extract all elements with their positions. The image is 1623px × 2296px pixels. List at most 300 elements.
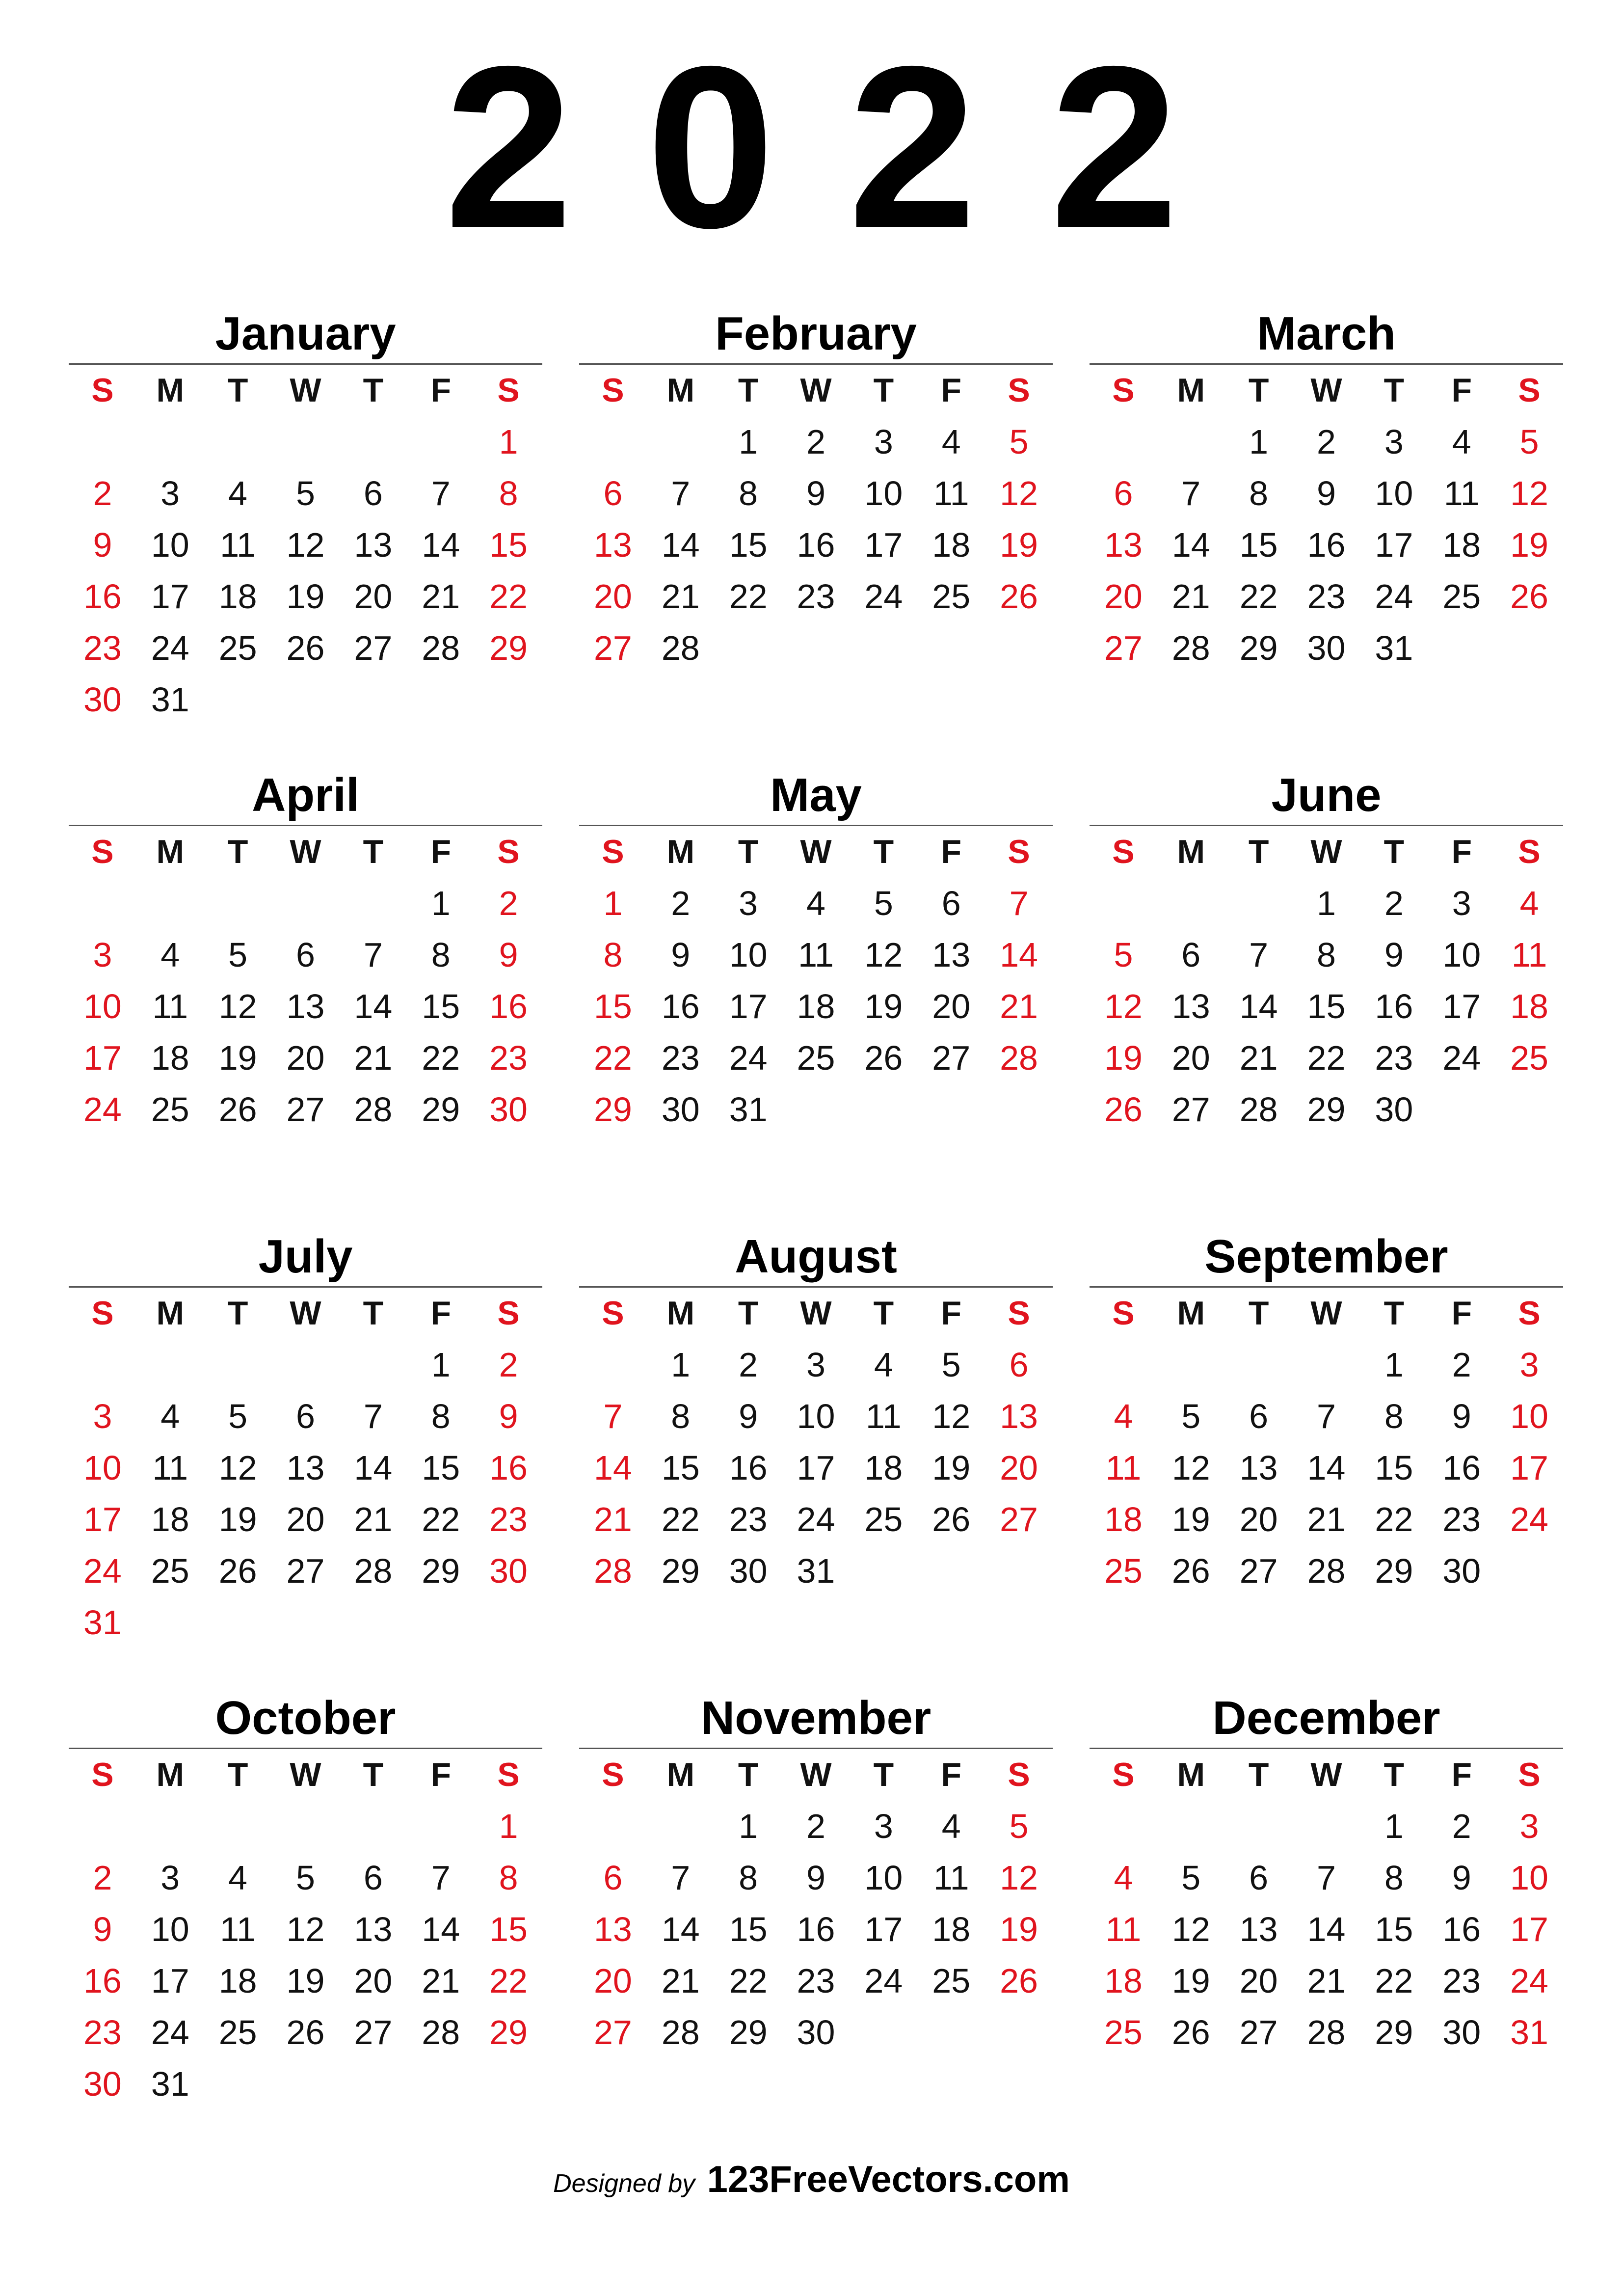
weekday-header: S [602, 372, 624, 409]
empty-cell [204, 878, 272, 929]
month-february [579, 304, 1053, 674]
day-cell: 3 [806, 1346, 825, 1384]
day-cell: 11 [1443, 474, 1480, 513]
day-grid [579, 826, 1053, 1135]
weekday-header: M [1177, 372, 1205, 409]
day-cell: 16 [489, 1449, 528, 1487]
day-cell: 23 [797, 1962, 835, 2000]
day-cell: 16 [797, 1910, 835, 1948]
day-cell: 27 [1171, 1090, 1210, 1129]
weekday-header: W [800, 372, 832, 409]
weekday-header: T [738, 833, 759, 870]
weekday-header: F [430, 1295, 451, 1332]
empty-cell [272, 878, 340, 929]
weekday-header: W [800, 1295, 832, 1332]
day-cell: 25 [218, 2013, 257, 2052]
day-cell: 25 [797, 1039, 835, 1077]
day-cell: 18 [151, 1039, 189, 1077]
day-cell: 8 [499, 474, 518, 513]
day-cell: 23 [489, 1500, 528, 1539]
day-cell: 2 [1317, 423, 1336, 461]
day-cell: 5 [296, 474, 315, 513]
day-cell: 7 [431, 1859, 451, 1897]
weekday-header: S [602, 833, 624, 870]
day-cell: 5 [228, 936, 248, 974]
day-cell: 16 [797, 526, 835, 564]
day-cell: 26 [1171, 2013, 1210, 2052]
year-title: 2022 [444, 18, 1252, 276]
day-cell: 11 [220, 526, 256, 564]
day-cell: 8 [1317, 936, 1336, 974]
day-cell: 6 [941, 884, 961, 922]
day-cell: 21 [1307, 1962, 1346, 2000]
weekday-header: S [1112, 1756, 1135, 1793]
day-cell: 2 [1452, 1807, 1471, 1845]
weekday-header: F [941, 833, 961, 870]
day-cell: 21 [1307, 1500, 1346, 1539]
empty-cell [204, 1339, 272, 1391]
day-cell: 8 [739, 1859, 758, 1897]
day-cell: 30 [661, 1090, 700, 1129]
day-cell: 26 [1510, 577, 1548, 616]
day-cell: 23 [1375, 1039, 1413, 1077]
day-cell: 3 [93, 936, 112, 974]
day-cell: 20 [1171, 1039, 1210, 1077]
day-cell: 18 [1104, 1500, 1143, 1539]
day-cell: 5 [1519, 423, 1539, 461]
empty-cell [136, 1801, 204, 1852]
weekday-header: T [1248, 833, 1269, 870]
day-cell: 1 [499, 1807, 518, 1845]
month-name: January [215, 307, 396, 360]
day-cell: 11 [1105, 1449, 1142, 1487]
day-cell: 12 [932, 1397, 971, 1435]
day-cell: 28 [354, 1552, 393, 1590]
day-cell: 23 [729, 1500, 768, 1539]
day-cell: 1 [431, 1346, 451, 1384]
weekday-header: S [1518, 1756, 1541, 1793]
day-cell: 9 [806, 474, 825, 513]
weekday-header: M [156, 833, 185, 870]
day-cell: 28 [354, 1090, 393, 1129]
day-cell: 25 [864, 1500, 903, 1539]
empty-cell [272, 416, 340, 468]
day-cell: 2 [93, 474, 112, 513]
weekday-header: W [290, 1756, 321, 1793]
day-cell: 23 [1442, 1500, 1481, 1539]
day-cell: 17 [729, 987, 768, 1026]
weekday-header: S [497, 833, 520, 870]
day-cell: 24 [864, 1962, 903, 2000]
day-cell: 8 [1384, 1397, 1404, 1435]
day-cell: 5 [1181, 1397, 1201, 1435]
day-cell: 28 [1000, 1039, 1038, 1077]
empty-cell [69, 878, 136, 929]
day-cell: 11 [220, 1910, 256, 1948]
empty-cell [339, 878, 407, 929]
day-cell: 7 [363, 1397, 383, 1435]
day-grid [579, 1749, 1053, 2058]
weekday-header: M [156, 372, 185, 409]
weekday-header: S [602, 1295, 624, 1332]
day-cell: 4 [228, 1859, 248, 1897]
day-cell: 5 [874, 884, 893, 922]
day-cell: 21 [354, 1500, 393, 1539]
weekday-header: T [1384, 1756, 1405, 1793]
day-cell: 7 [1181, 474, 1201, 513]
day-cell: 18 [218, 1962, 257, 2000]
day-cell: 13 [1239, 1910, 1278, 1948]
day-cell: 4 [160, 1397, 180, 1435]
weekday-header: T [363, 833, 384, 870]
day-cell: 10 [729, 936, 768, 974]
empty-cell [136, 416, 204, 468]
weekday-header: T [1384, 372, 1405, 409]
month-march [1090, 304, 1563, 674]
day-cell: 17 [864, 526, 903, 564]
day-cell: 16 [83, 1962, 122, 2000]
day-cell: 29 [729, 2013, 768, 2052]
weekday-header: F [430, 372, 451, 409]
day-cell: 31 [729, 1090, 768, 1129]
day-cell: 28 [661, 2013, 700, 2052]
month-november [579, 1689, 1053, 2058]
weekday-header: F [941, 372, 961, 409]
day-cell: 12 [1171, 1449, 1210, 1487]
day-cell: 6 [1249, 1859, 1269, 1897]
day-cell: 17 [1442, 987, 1481, 1026]
day-cell: 30 [83, 2065, 122, 2103]
day-cell: 11 [933, 474, 969, 513]
weekday-header: T [363, 1756, 384, 1793]
day-cell: 29 [1375, 2013, 1413, 2052]
day-cell: 3 [1452, 884, 1471, 922]
weekday-header: F [430, 1756, 451, 1793]
day-cell: 24 [83, 1090, 122, 1129]
day-cell: 1 [431, 884, 451, 922]
weekday-header: T [738, 1295, 759, 1332]
day-cell: 1 [1317, 884, 1336, 922]
day-grid [69, 365, 542, 726]
day-cell: 9 [499, 1397, 518, 1435]
day-cell: 26 [1171, 1552, 1210, 1590]
day-cell: 5 [1009, 423, 1029, 461]
weekday-header: S [1518, 1295, 1541, 1332]
day-cell: 18 [864, 1449, 903, 1487]
day-cell: 2 [671, 884, 691, 922]
day-cell: 30 [729, 1552, 768, 1590]
day-cell: 7 [671, 474, 691, 513]
day-cell: 9 [1317, 474, 1336, 513]
month-december [1090, 1689, 1563, 2058]
empty-cell [136, 878, 204, 929]
day-cell: 16 [1307, 526, 1346, 564]
day-cell: 8 [603, 936, 623, 974]
day-cell: 24 [1510, 1962, 1548, 2000]
weekday-header: T [1248, 1756, 1269, 1793]
empty-cell [69, 1801, 136, 1852]
day-cell: 14 [422, 1910, 460, 1948]
day-cell: 19 [932, 1449, 971, 1487]
empty-cell [272, 1801, 340, 1852]
day-cell: 17 [1375, 526, 1413, 564]
day-cell: 14 [1000, 936, 1038, 974]
day-cell: 13 [354, 1910, 393, 1948]
day-cell: 22 [729, 577, 768, 616]
empty-cell [579, 1801, 647, 1852]
day-cell: 11 [866, 1397, 902, 1435]
day-cell: 19 [1000, 1910, 1038, 1948]
day-cell: 16 [661, 987, 700, 1026]
empty-cell [1293, 1801, 1360, 1852]
day-cell: 1 [499, 423, 518, 461]
day-cell: 10 [151, 1910, 189, 1948]
day-cell: 25 [1104, 2013, 1143, 2052]
day-cell: 22 [489, 1962, 528, 2000]
day-cell: 22 [593, 1039, 632, 1077]
day-cell: 15 [729, 1910, 768, 1948]
empty-cell [339, 416, 407, 468]
day-cell: 8 [431, 936, 451, 974]
day-grid [1090, 826, 1563, 1135]
day-cell: 6 [363, 1859, 383, 1897]
day-cell: 22 [422, 1500, 460, 1539]
day-cell: 11 [1511, 936, 1547, 974]
day-cell: 9 [1452, 1859, 1471, 1897]
month-january [69, 304, 542, 726]
day-cell: 27 [1239, 1552, 1278, 1590]
empty-cell [204, 416, 272, 468]
day-cell: 23 [1307, 577, 1346, 616]
month-name: October [215, 1692, 396, 1744]
month-name: April [252, 769, 359, 821]
month-name: November [700, 1692, 931, 1744]
weekday-header: F [941, 1756, 961, 1793]
day-cell: 28 [1307, 1552, 1346, 1590]
day-cell: 28 [1239, 1090, 1278, 1129]
day-cell: 10 [864, 1859, 903, 1897]
month-october [69, 1689, 542, 2110]
day-cell: 20 [593, 1962, 632, 2000]
day-cell: 23 [489, 1039, 528, 1077]
day-cell: 26 [1104, 1090, 1143, 1129]
day-cell: 13 [1239, 1449, 1278, 1487]
day-cell: 31 [1510, 2013, 1548, 2052]
empty-cell [1225, 1339, 1293, 1391]
day-cell: 17 [864, 1910, 903, 1948]
day-cell: 1 [739, 1807, 758, 1845]
day-cell: 9 [671, 936, 691, 974]
month-may [579, 766, 1053, 1135]
day-cell: 19 [286, 577, 325, 616]
day-cell: 12 [1104, 987, 1143, 1026]
month-name: July [258, 1230, 353, 1283]
day-cell: 30 [1307, 629, 1346, 667]
month-name: March [1257, 307, 1396, 360]
day-cell: 13 [932, 936, 971, 974]
weekday-header: W [290, 1295, 321, 1332]
day-cell: 24 [864, 577, 903, 616]
day-cell: 5 [1114, 936, 1133, 974]
day-cell: 8 [1384, 1859, 1404, 1897]
day-cell: 31 [1375, 629, 1413, 667]
day-cell: 26 [218, 1090, 257, 1129]
empty-cell [339, 1339, 407, 1391]
day-cell: 13 [1171, 987, 1210, 1026]
day-cell: 12 [1171, 1910, 1210, 1948]
day-cell: 6 [1249, 1397, 1269, 1435]
day-cell: 9 [806, 1859, 825, 1897]
month-name: February [715, 307, 917, 360]
day-cell: 4 [941, 423, 961, 461]
day-cell: 2 [806, 423, 825, 461]
day-cell: 30 [489, 1552, 528, 1590]
empty-cell [579, 1339, 647, 1391]
day-cell: 9 [1452, 1397, 1471, 1435]
day-cell: 19 [1104, 1039, 1143, 1077]
day-cell: 15 [1375, 1449, 1413, 1487]
day-cell: 15 [489, 1910, 528, 1948]
day-cell: 29 [1375, 1552, 1413, 1590]
day-cell: 21 [422, 1962, 460, 2000]
day-cell: 30 [1442, 2013, 1481, 2052]
weekday-header: T [873, 1756, 894, 1793]
day-cell: 2 [1452, 1346, 1471, 1384]
day-cell: 12 [286, 526, 325, 564]
day-cell: 8 [499, 1859, 518, 1897]
day-cell: 2 [499, 1346, 518, 1384]
day-cell: 12 [1000, 1859, 1038, 1897]
day-cell: 18 [151, 1500, 189, 1539]
month-name: December [1212, 1692, 1440, 1744]
day-cell: 3 [739, 884, 758, 922]
day-cell: 26 [286, 2013, 325, 2052]
day-cell: 20 [354, 1962, 393, 2000]
day-cell: 28 [422, 2013, 460, 2052]
day-cell: 20 [1239, 1500, 1278, 1539]
day-cell: 1 [1249, 423, 1269, 461]
day-cell: 4 [1114, 1859, 1133, 1897]
day-cell: 24 [797, 1500, 835, 1539]
day-cell: 4 [806, 884, 825, 922]
empty-cell [647, 416, 715, 468]
day-cell: 22 [661, 1500, 700, 1539]
day-cell: 15 [422, 1449, 460, 1487]
brand-name: 123FreeVectors.com [707, 2159, 1070, 2200]
day-cell: 26 [218, 1552, 257, 1590]
day-cell: 6 [603, 474, 623, 513]
day-cell: 19 [1510, 526, 1548, 564]
day-cell: 1 [603, 884, 623, 922]
day-cell: 20 [286, 1500, 325, 1539]
weekday-header: S [91, 1756, 114, 1793]
day-cell: 5 [1009, 1807, 1029, 1845]
day-cell: 3 [160, 474, 180, 513]
day-cell: 17 [797, 1449, 835, 1487]
weekday-header: T [1248, 372, 1269, 409]
weekday-header: T [227, 1295, 248, 1332]
weekday-header: W [1310, 833, 1342, 870]
day-cell: 13 [1000, 1397, 1038, 1435]
day-cell: 2 [499, 884, 518, 922]
day-cell: 9 [93, 1910, 112, 1948]
day-cell: 15 [729, 526, 768, 564]
day-cell: 1 [1384, 1807, 1404, 1845]
day-cell: 13 [1104, 526, 1143, 564]
day-cell: 22 [422, 1039, 460, 1077]
day-cell: 1 [671, 1346, 691, 1384]
day-cell: 17 [151, 1962, 189, 2000]
day-cell: 21 [1000, 987, 1038, 1026]
month-september [1090, 1227, 1563, 1597]
day-cell: 12 [864, 936, 903, 974]
day-cell: 14 [1307, 1449, 1346, 1487]
day-cell: 27 [593, 629, 632, 667]
day-cell: 14 [354, 987, 393, 1026]
day-cell: 18 [797, 987, 835, 1026]
empty-cell [1090, 416, 1157, 468]
day-cell: 22 [1307, 1039, 1346, 1077]
weekday-header: W [800, 833, 832, 870]
day-cell: 2 [739, 1346, 758, 1384]
empty-cell [579, 416, 647, 468]
day-cell: 3 [160, 1859, 180, 1897]
empty-cell [339, 1801, 407, 1852]
day-cell: 17 [1510, 1449, 1548, 1487]
day-cell: 29 [661, 1552, 700, 1590]
day-cell: 24 [151, 2013, 189, 2052]
day-cell: 31 [151, 680, 189, 719]
weekday-header: S [1008, 1295, 1030, 1332]
weekday-header: S [91, 833, 114, 870]
day-cell: 14 [354, 1449, 393, 1487]
day-grid [1090, 365, 1563, 674]
weekday-header: S [1008, 1756, 1030, 1793]
day-cell: 19 [218, 1500, 257, 1539]
weekday-header: S [497, 1295, 520, 1332]
day-cell: 21 [1171, 577, 1210, 616]
day-cell: 10 [83, 1449, 122, 1487]
weekday-header: T [363, 1295, 384, 1332]
day-cell: 27 [593, 2013, 632, 2052]
empty-cell [1225, 878, 1293, 929]
day-cell: 11 [933, 1859, 969, 1897]
day-cell: 31 [83, 1603, 122, 1642]
day-cell: 19 [1171, 1962, 1210, 2000]
day-cell: 24 [1442, 1039, 1481, 1077]
day-cell: 12 [286, 1910, 325, 1948]
day-cell: 29 [489, 2013, 528, 2052]
weekday-header: W [800, 1756, 832, 1793]
day-cell: 5 [1181, 1859, 1201, 1897]
day-cell: 25 [1510, 1039, 1548, 1077]
day-cell: 15 [1375, 1910, 1413, 1948]
day-cell: 29 [489, 629, 528, 667]
empty-cell [1090, 1801, 1157, 1852]
day-cell: 16 [83, 577, 122, 616]
day-cell: 30 [797, 2013, 835, 2052]
day-cell: 17 [83, 1500, 122, 1539]
day-cell: 15 [661, 1449, 700, 1487]
empty-cell [1157, 878, 1225, 929]
day-cell: 9 [739, 1397, 758, 1435]
day-cell: 9 [499, 936, 518, 974]
day-grid [69, 826, 542, 1135]
day-cell: 13 [593, 526, 632, 564]
day-cell: 11 [152, 1449, 188, 1487]
weekday-header: W [290, 372, 321, 409]
weekday-header: M [666, 372, 695, 409]
